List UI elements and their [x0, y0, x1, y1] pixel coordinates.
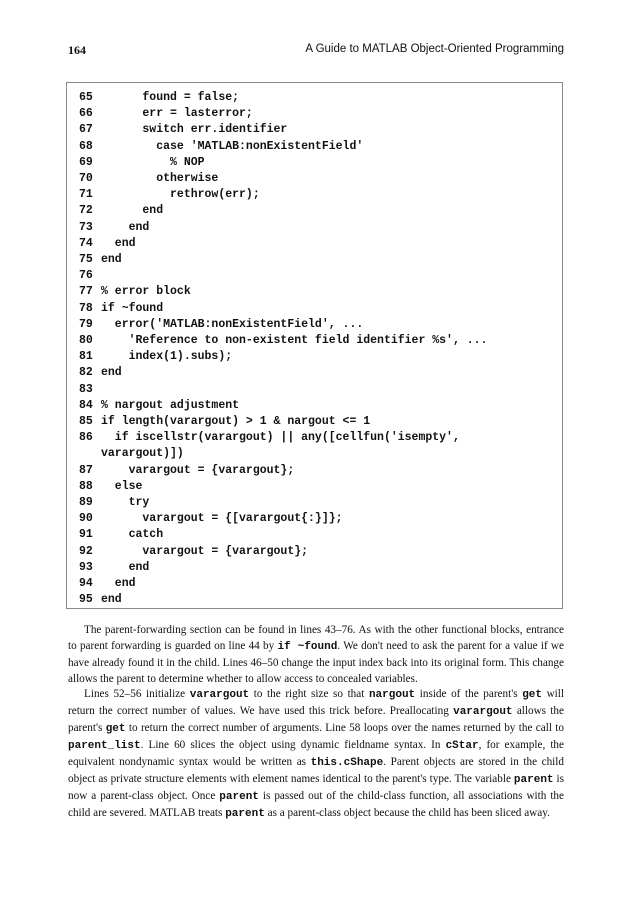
code-text: end [101, 560, 150, 574]
code-line [79, 155, 559, 171]
line-number: 91 [79, 528, 93, 542]
inline-code: cStar [445, 740, 479, 752]
line-number: 84 [79, 398, 93, 412]
inline-code: parent [513, 774, 554, 786]
code-text: if ~found [101, 301, 164, 315]
code-line [79, 398, 559, 414]
code-line [79, 90, 559, 106]
code-line [79, 171, 559, 187]
line-number: 82 [79, 366, 93, 380]
line-number: 67 [79, 123, 93, 137]
line-number: 65 [79, 91, 93, 104]
line-number: 79 [79, 317, 93, 331]
code-line [79, 349, 559, 365]
code-line [79, 252, 559, 268]
code-text: end [101, 204, 164, 218]
text-run: , for example, the equivalent nondynamic syntax would be written as [68, 739, 564, 768]
paragraph-2 [68, 686, 564, 822]
code-text: varargout)]) [101, 447, 184, 461]
code-text: error('MATLAB:nonExistentField', ... [101, 317, 364, 331]
code-listing [66, 82, 563, 609]
code-text: % NOP [101, 155, 205, 169]
line-number: 68 [79, 139, 93, 153]
code-line [79, 365, 559, 381]
line-number: 87 [79, 463, 93, 477]
code-line [79, 333, 559, 349]
page-number: 164 [68, 43, 86, 57]
line-number: 95 [79, 593, 93, 607]
code-text: % error block [101, 285, 191, 299]
code-text: varargout = {varargout}; [101, 463, 295, 477]
inline-code: get [522, 689, 542, 701]
code-line [79, 187, 559, 203]
inline-code: get [105, 723, 126, 735]
text-run: inside of the parent's [415, 688, 523, 700]
inline-code: parent [225, 808, 265, 820]
code-line [79, 495, 559, 511]
line-number: 80 [79, 334, 93, 347]
code-line [79, 560, 559, 576]
code-line [79, 382, 559, 398]
code-text: index(1).subs); [101, 350, 233, 364]
code-line [79, 414, 559, 430]
text-run: . We don't need to ask the parent for a value if we have already found it in the child. Lines 46–50 change the input index back into its original form. This change allows the parent to determine whether to allow access to concealed variables. [68, 640, 564, 685]
inline-code: parent_list [68, 740, 141, 752]
inline-code: if ~found [277, 641, 338, 653]
running-title: A Guide to MATLAB Object-Oriented Programming [305, 43, 564, 55]
code-line [79, 203, 559, 219]
code-text: end [101, 253, 122, 266]
line-number: 90 [79, 512, 93, 526]
text-run: to the right size so that [249, 688, 369, 700]
code-text: end [101, 577, 136, 590]
line-number: 88 [79, 479, 93, 493]
text-run: Lines 52–56 initialize [84, 688, 190, 700]
code-line [79, 479, 559, 495]
line-number: 72 [79, 204, 93, 218]
line-number: 70 [79, 172, 93, 185]
line-number: 78 [79, 301, 93, 315]
inline-code: varargout [189, 689, 250, 701]
line-number: 85 [79, 415, 93, 428]
code-text: case 'MATLAB:nonExistentField' [101, 139, 364, 153]
inline-code: parent [219, 791, 259, 803]
text-run: The parent-forwarding section can be found in lines 43–76. As with the other functional blocks, entrance to parent forwarding is guarded on line 44 by [68, 624, 564, 652]
code-text: end [101, 366, 122, 380]
code-line [79, 430, 559, 446]
code-line [79, 268, 559, 284]
code-text: try [101, 496, 150, 509]
text-run: to return the correct number of arguments. Line 58 loops over the names returned by the call to [125, 722, 565, 734]
code-line [79, 139, 559, 155]
text-run: . Line 60 slices the object using dynamic fieldname syntax. In [140, 739, 446, 751]
code-line [79, 317, 559, 333]
code-line [79, 122, 559, 138]
line-number: 77 [79, 285, 93, 299]
code-line [79, 446, 559, 462]
line-number: 71 [79, 188, 93, 202]
code-line [79, 301, 559, 317]
line-number: 69 [79, 155, 93, 169]
line-number: 81 [79, 350, 93, 364]
text-run: will return the correct number of values. We have used this trick before. Preallocating [68, 688, 564, 717]
code-text: err = lasterror; [101, 107, 253, 121]
line-number: 83 [79, 382, 93, 396]
code-line [79, 284, 559, 300]
code-text: 'Reference to non-existent field identifier %s', ... [101, 334, 488, 347]
line-number: 73 [79, 220, 93, 234]
text-run: is now a parent-class object. Once [68, 773, 564, 802]
text-run: is passed out of the child-class function, all associations with the child are severed. MATLAB treats [68, 790, 564, 819]
code-line [79, 236, 559, 252]
code-text: % nargout adjustment [101, 398, 240, 412]
text-run: as a parent-class object because the child has been sliced away. [264, 807, 550, 819]
code-line [79, 106, 559, 122]
code-text: otherwise [101, 172, 219, 185]
code-text: varargout = {varargout}; [101, 544, 309, 558]
code-line [79, 220, 559, 236]
code-line [79, 576, 559, 592]
code-text: catch [101, 528, 164, 542]
line-number: 89 [79, 496, 93, 509]
code-text: rethrow(err); [101, 188, 260, 202]
paragraph-1 [68, 622, 564, 687]
line-number: 93 [79, 560, 93, 574]
code-text: switch err.identifier [101, 123, 288, 137]
code-line [79, 527, 559, 543]
text-run: allows the parent's [68, 705, 564, 734]
code-text: else [101, 479, 143, 493]
line-number: 74 [79, 236, 93, 250]
code-text: end [101, 593, 122, 607]
code-text: if length(varargout) > 1 & nargout <= 1 [101, 415, 371, 428]
line-number: 86 [79, 431, 93, 445]
code-line [79, 544, 559, 560]
code-line [79, 592, 559, 608]
line-number: 66 [79, 107, 93, 121]
code-text: end [101, 236, 136, 250]
page-header [68, 43, 564, 61]
code-text: varargout = {[varargout{:}]}; [101, 512, 343, 526]
line-number: 92 [79, 544, 93, 558]
inline-code: nargout [368, 689, 416, 701]
inline-code: this.cShape [310, 757, 384, 769]
code-line [79, 463, 559, 479]
code-text: end [101, 220, 150, 234]
inline-code: varargout [453, 706, 513, 718]
line-number: 75 [79, 253, 93, 266]
code-text: found = false; [101, 91, 240, 104]
line-number: 94 [79, 577, 93, 590]
text-run: . Parent objects are stored in the child object as private structure elements with element names identical to the parent's type. The variable [68, 756, 564, 785]
code-text: if iscellstr(varargout) || any([cellfun('isempty', [101, 431, 460, 445]
line-number: 76 [79, 269, 93, 283]
code-line [79, 511, 559, 527]
